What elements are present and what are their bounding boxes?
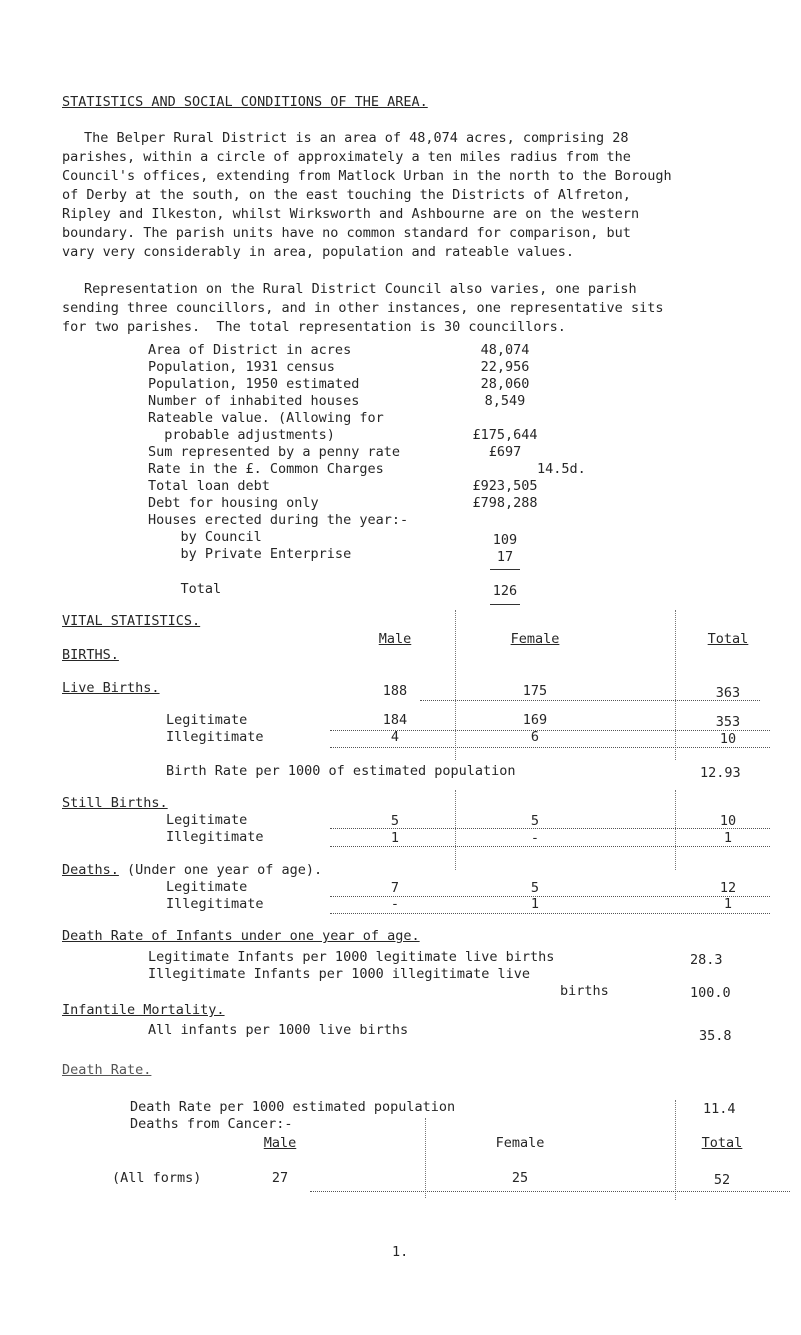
dotted-rule (330, 747, 770, 748)
summary-label: probable adjustments) (148, 427, 335, 443)
still-legit-total: 10 (719, 813, 737, 829)
still-legit-male: 5 (390, 813, 400, 829)
deaths-illegit-label: Illegitimate (166, 896, 264, 912)
dotted-rule (330, 913, 770, 914)
intro-line: parishes, within a circle of approximately a ten miles radius from the (62, 149, 631, 165)
deaths-illegit-total: 1 (723, 896, 733, 912)
deaths-legit-label: Legitimate (166, 879, 248, 895)
deaths-heading (62, 862, 322, 878)
summary-value: 48,074 (480, 342, 530, 358)
infant-death-heading: Death Rate of Infants under one year of age. (62, 928, 420, 944)
summary-label: Population, 1950 estimated (148, 376, 360, 392)
dotted-rule (330, 828, 770, 829)
summary-value: 109 (492, 532, 518, 548)
legitimate-total: 353 (715, 714, 741, 730)
summary-value: 8,549 (484, 393, 526, 409)
birth-rate-value: 12.93 (700, 765, 741, 781)
summary-label: Debt for housing only (148, 495, 319, 511)
intro-line: vary very considerably in area, population and rateable values. (62, 244, 575, 260)
page-heading: STATISTICS AND SOCIAL CONDITIONS OF THE AREA. (62, 94, 428, 110)
illegitimate-label: Illegitimate (166, 729, 264, 745)
deaths-legit-male: 7 (390, 880, 400, 896)
deaths-illegit-male: - (390, 896, 400, 912)
infant-line: births (560, 983, 609, 999)
column-separator (675, 1100, 676, 1200)
summary-value: 17 (496, 549, 514, 565)
summary-label: Total (148, 581, 222, 597)
summary-value: £697 (488, 444, 522, 460)
deaths-legit-total: 12 (719, 880, 737, 896)
legitimate-male: 184 (382, 712, 408, 728)
column-separator (425, 1118, 426, 1198)
dotted-rule (420, 700, 760, 701)
summary-value: £175,644 (472, 427, 538, 443)
representation-line: for two parishes. The total representation is 30 councillors. (62, 319, 566, 335)
infant-line: Legitimate Infants per 1000 legitimate live births (148, 949, 555, 965)
legitimate-female: 169 (522, 712, 548, 728)
representation-line: Representation on the Rural District Council also varies, one parish (84, 281, 637, 297)
birth-rate-label: Birth Rate per 1000 of estimated population (166, 763, 516, 779)
summary-label: Rate in the £. Common Charges (148, 461, 384, 477)
page-number: 1. (392, 1244, 409, 1260)
death-rate-line: Death Rate per 1000 estimated population (130, 1099, 456, 1115)
column-separator (455, 610, 456, 760)
summary-value: 14.5d. (537, 461, 586, 477)
deaths-illegit-female: 1 (530, 896, 540, 912)
summary-label: Rateable value. (Allowing for (148, 410, 384, 426)
summary-value: 126 (492, 583, 518, 599)
intro-line: Ripley and Ilkeston, whilst Wirksworth and Ashbourne are on the western (62, 206, 640, 222)
infant-value: 35.8 (699, 1028, 732, 1044)
still-births-heading: Still Births. (62, 795, 168, 811)
dotted-rule (330, 846, 770, 847)
summary-label: Sum represented by a penny rate (148, 444, 400, 460)
infant-line: Illegitimate Infants per 1000 illegitimate live (148, 966, 531, 982)
column-separator (455, 790, 456, 870)
cancer-female: 25 (511, 1170, 529, 1186)
summary-label: by Private Enterprise (148, 546, 352, 562)
column-separator (675, 790, 676, 870)
deaths-legit-female: 5 (530, 880, 540, 896)
live-births-female: 175 (522, 683, 548, 699)
still-illegit-total: 1 (723, 830, 733, 846)
col-total-header: Total (707, 631, 749, 647)
still-illegit-female: - (530, 830, 540, 846)
summary-label: Area of District in acres (148, 342, 352, 358)
infant-line: All infants per 1000 live births (148, 1022, 409, 1038)
still-legit-label: Legitimate (166, 812, 248, 828)
cancer-male: 27 (271, 1170, 289, 1186)
dotted-rule (310, 1191, 790, 1192)
live-births-total: 363 (715, 685, 741, 701)
intro-line: Council's offices, extending from Matlock Urban in the north to the Borough (62, 168, 672, 184)
summary-value: 22,956 (480, 359, 530, 375)
summary-value: 28,060 (480, 376, 530, 392)
births-heading: BIRTHS. (62, 647, 119, 663)
representation-line: sending three councillors, and in other instances, one representative sits (62, 300, 664, 316)
still-illegit-label: Illegitimate (166, 829, 264, 845)
still-legit-female: 5 (530, 813, 540, 829)
cancer-total: 52 (713, 1172, 731, 1188)
vital-heading: VITAL STATISTICS. (62, 613, 201, 629)
infant-value: 28.3 (690, 952, 723, 968)
infantile-mortality-heading: Infantile Mortality. (62, 1002, 225, 1018)
live-births-label: Live Births. (62, 680, 160, 696)
col-male-header: Male (378, 631, 412, 647)
summary-label: by Council (148, 529, 262, 545)
illegitimate-male: 4 (390, 729, 400, 745)
summary-label: Houses erected during the year:- (148, 512, 409, 528)
cancer-col-female: Female (495, 1135, 545, 1151)
summary-label: Population, 1931 census (148, 359, 335, 375)
cancer-col-male: Male (263, 1135, 297, 1151)
death-rate-value: 11.4 (703, 1101, 736, 1117)
legitimate-label: Legitimate (166, 712, 248, 728)
illegitimate-female: 6 (530, 729, 540, 745)
summary-label: Total loan debt (148, 478, 270, 494)
total-rule-bottom (490, 604, 520, 605)
total-rule-top (490, 569, 520, 570)
intro-line: of Derby at the south, on the east touching the Districts of Alfreton, (62, 187, 631, 203)
col-female-header: Female (510, 631, 560, 647)
cancer-col-total: Total (701, 1135, 743, 1151)
cancer-forms-label: (All forms) (112, 1170, 202, 1186)
cancer-heading: Deaths from Cancer:- (130, 1116, 293, 1132)
illegitimate-total: 10 (719, 731, 737, 747)
still-illegit-male: 1 (390, 830, 400, 846)
column-separator (675, 610, 676, 760)
summary-value: £923,505 (472, 478, 538, 494)
death-rate-heading: Death Rate. (62, 1062, 152, 1078)
summary-label: Number of inhabited houses (148, 393, 360, 409)
infant-value: 100.0 (690, 985, 731, 1001)
summary-value: £798,288 (472, 495, 538, 511)
deaths-heading-rest: (Under one year of age). (118, 862, 323, 878)
deaths-heading-word: Deaths. (62, 862, 119, 878)
intro-line: The Belper Rural District is an area of 48,074 acres, comprising 28 (84, 130, 629, 146)
live-births-male: 188 (382, 683, 408, 699)
intro-line: boundary. The parish units have no common standard for comparison, but (62, 225, 631, 241)
